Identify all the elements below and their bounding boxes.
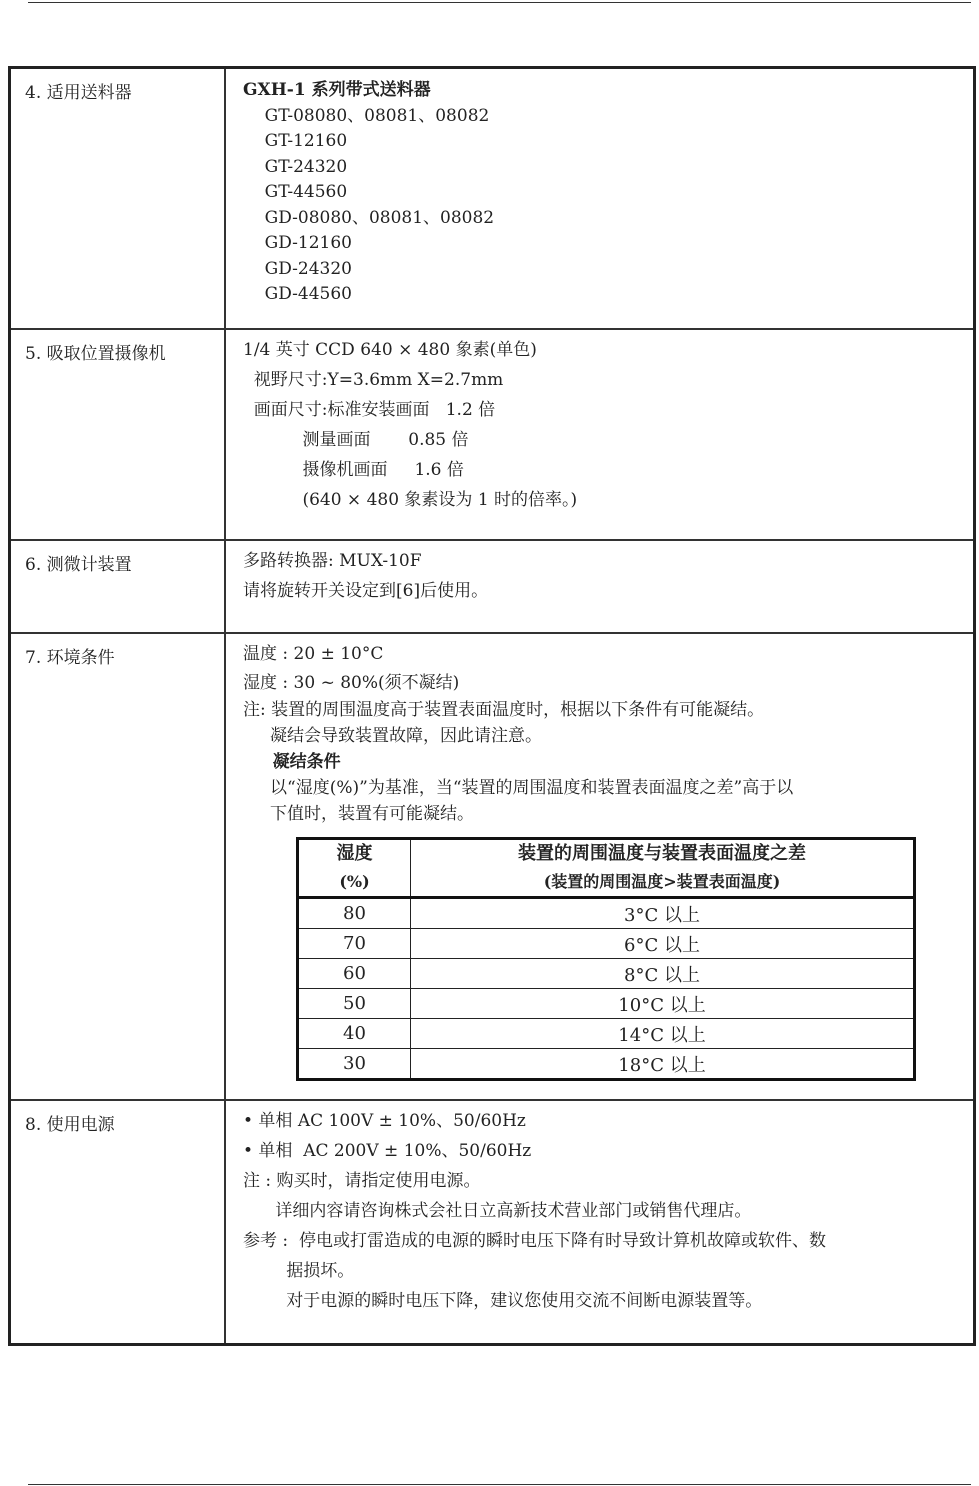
row-label: 6. 测微计装置	[25, 555, 132, 575]
value-line: 请将旋转开关设定到[6]后使用。	[243, 581, 489, 601]
humidity-header	[298, 839, 411, 898]
value-line: 对于电源的瞬时电压下降，建议您使用交流不间断电源装置等。	[243, 1291, 763, 1311]
value-line: 温度 : 20 ± 10°C	[243, 644, 384, 664]
table-header	[298, 839, 915, 898]
value-line: GD-12160	[243, 233, 352, 253]
value-line: GT-24320	[243, 156, 348, 177]
note-line: 注: 装置的周围温度高于装置表面温度时，根据以下条件有可能凝结。	[243, 700, 765, 720]
header-text: (%)	[339, 872, 370, 891]
row-label: 4. 适用送料器	[25, 83, 132, 103]
header-text: 湿度	[336, 843, 373, 864]
note-line: 注 : 购买时，请指定使用电源。	[243, 1171, 481, 1191]
table-row	[298, 898, 915, 929]
spec-row-camera	[11, 330, 973, 541]
value-line: 凝结会导致装置故障，因此请注意。	[243, 726, 543, 746]
value-line: 多路转换器: MUX-10F	[243, 551, 422, 571]
value-line: (640 × 480 象素设为 1 时的倍率。)	[243, 490, 578, 510]
column-divider	[224, 634, 226, 1099]
humidity-cell: 80	[298, 898, 411, 929]
condensation-table	[296, 837, 916, 1081]
condition-heading: 凝结条件	[243, 752, 341, 772]
column-divider	[224, 1101, 226, 1343]
value-line: 据损坏。	[243, 1261, 355, 1281]
table-row	[298, 959, 915, 989]
row-value	[243, 335, 953, 515]
value-line: GT-44560	[243, 182, 348, 202]
table-row	[298, 989, 915, 1019]
column-divider	[224, 541, 226, 632]
footer-rule	[28, 1484, 971, 1485]
humidity-cell: 50	[298, 989, 411, 1019]
humidity-cell: 70	[298, 929, 411, 959]
value-line: 测量画面 0.85 倍	[243, 430, 469, 450]
spec-row-power	[11, 1101, 973, 1343]
reference-line: 参考 : 停电或打雷造成的电源的瞬时电压下降有时导致计算机故障或软件、数	[243, 1231, 826, 1251]
row-label: 5. 吸取位置摄像机	[25, 344, 166, 364]
value-line: GXH-1 系列带式送料器	[243, 80, 431, 100]
value-line: 以“湿度(%)”为基准，当“装置的周围温度和装置表面温度之差”高于以	[243, 778, 794, 798]
row-value	[243, 546, 953, 606]
temp-diff-cell: 10°C 以上	[411, 989, 915, 1019]
column-divider	[224, 69, 226, 328]
row-value	[243, 639, 953, 827]
spec-row-micrometer	[11, 541, 973, 634]
row-value	[243, 1106, 953, 1316]
value-line: 下值时，装置有可能凝结。	[243, 804, 475, 824]
header-text: 装置的周围温度与装置表面温度之差	[518, 843, 806, 864]
temp-diff-cell: 14°C 以上	[411, 1019, 915, 1049]
humidity-cell: 60	[298, 959, 411, 989]
row-label: 7. 环境条件	[25, 648, 115, 668]
value-line: GT-08080、08081、08082	[243, 105, 490, 126]
value-line: 湿度 : 30 ~ 80%(须不凝结)	[243, 673, 460, 693]
value-line: • 单相 AC 200V ± 10%、50/60Hz	[243, 1141, 532, 1161]
table-row	[298, 929, 915, 959]
table-row	[298, 1049, 915, 1080]
humidity-cell: 40	[298, 1019, 411, 1049]
value-line: GD-08080、08081、08082	[243, 207, 495, 228]
header-text: (装置的周围温度>装置表面温度)	[543, 872, 781, 891]
row-value	[243, 78, 953, 308]
spec-table	[8, 66, 976, 1346]
header-rule	[28, 2, 971, 3]
value-line: GD-44560	[243, 284, 352, 304]
row-label: 8. 使用电源	[25, 1115, 115, 1135]
value-line: GT-12160	[243, 131, 348, 151]
temp-diff-cell: 18°C 以上	[411, 1049, 915, 1080]
temp-diff-cell: 3°C 以上	[411, 898, 915, 929]
humidity-cell: 30	[298, 1049, 411, 1080]
table-row	[298, 1019, 915, 1049]
temp-diff-cell: 6°C 以上	[411, 929, 915, 959]
temp-diff-cell: 8°C 以上	[411, 959, 915, 989]
value-line: 1/4 英寸 CCD 640 × 480 象素(单色)	[243, 340, 537, 360]
column-divider	[224, 330, 226, 539]
value-line: 摄像机画面 1.6 倍	[243, 460, 464, 480]
temp-diff-header	[411, 839, 915, 898]
value-line: 视野尺寸:Y=3.6mm X=2.7mm	[243, 370, 504, 390]
value-line: 详细内容请咨询株式会社日立高新技术营业部门或销售代理店。	[243, 1201, 752, 1221]
value-line: 画面尺寸:标准安装画面 1.2 倍	[243, 400, 496, 420]
value-line: • 单相 AC 100V ± 10%、50/60Hz	[243, 1111, 526, 1131]
value-line: GD-24320	[243, 258, 352, 279]
spec-row-feeder	[11, 69, 973, 330]
